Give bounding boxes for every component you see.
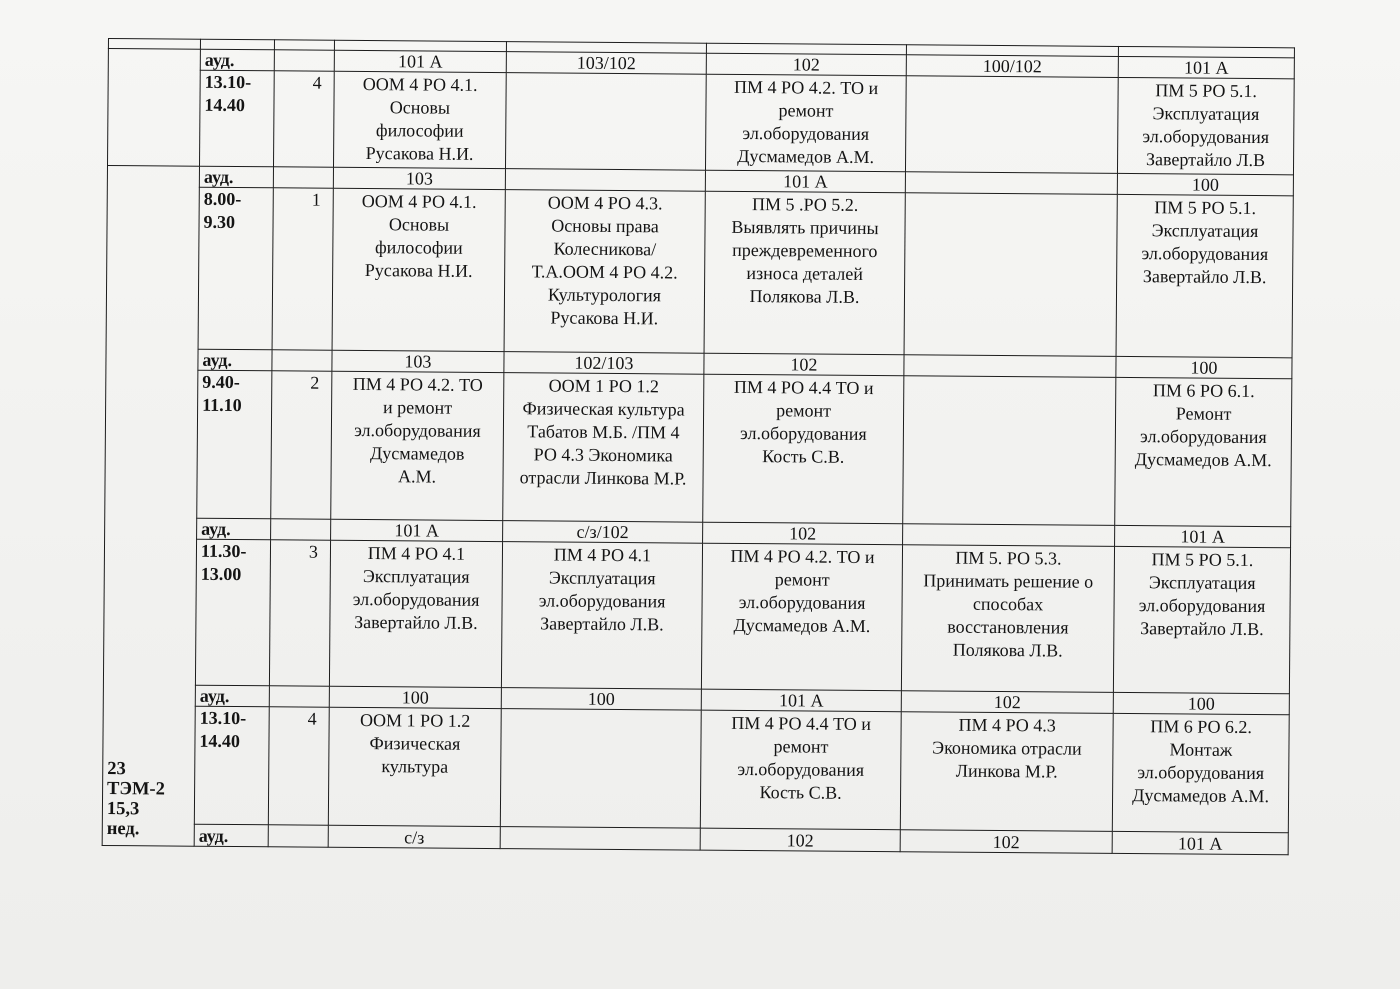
auditorium-cell: 103/102 — [506, 52, 706, 75]
schedule-table — [102, 38, 1295, 855]
auditorium-cell: 100 — [1116, 356, 1292, 378]
subject-cell: ПМ 4 РО 4.3 Экономика отрасли Линкова М.Р. — [900, 712, 1113, 832]
auditorium-cell — [505, 169, 705, 192]
auditorium-cell: 101 А — [334, 50, 506, 72]
auditorium-cell: 103 — [333, 167, 505, 189]
subject-cell: ПМ 5 РО 5.1. Эксплуатация эл.оборудования Завертайло Л.В. — [1113, 546, 1290, 693]
group-column-cell — [108, 39, 200, 50]
blank-cell — [269, 686, 329, 707]
auditorium-cell: 100 — [1117, 173, 1293, 195]
subject-cell: ПМ 4 РО 4.2. ТО и ремонт эл.оборудования Дусмамедов А.М. — [705, 74, 906, 172]
subject-cell: ПМ 4 РО 4.4 ТО и ремонт эл.оборудования Кость С.В. — [700, 710, 901, 830]
subject-cell: ПМ 6 РО 6.2. Монтаж эл.оборудования Дусмамедов А.М. — [1112, 713, 1289, 832]
blank-cell — [274, 40, 334, 50]
schedule-body — [102, 39, 1294, 855]
auditorium-cell — [500, 827, 700, 851]
auditorium-cell: 102 — [901, 691, 1113, 714]
subject-cell: ПМ 5 РО 5.1. Эксплуатация эл.оборудования Завертайло Л.В. — [1116, 194, 1293, 357]
subject-cell: ПМ 4 РО 4.2. ТО и ремонт эл.оборудования Дусмамедов А.М. — [331, 371, 504, 520]
group-cell-top — [107, 49, 200, 167]
lesson-time: 13.10- 14.40 — [194, 706, 269, 825]
auditorium-label: ауд. — [194, 824, 268, 847]
group-label-line1: 23 — [107, 759, 126, 780]
lesson-time: 13.10- 14.40 — [199, 70, 274, 167]
auditorium-cell: 100 — [329, 686, 501, 708]
lesson-row — [106, 186, 1293, 357]
group-label-line3: 15,3 — [106, 799, 140, 820]
auditorium-cell: 103 — [332, 350, 504, 372]
auditorium-cell: 102 — [703, 522, 903, 545]
subject-cell: ПМ 4 РО 4.1 Эксплуатация эл.оборудования Завертайло Л.В. — [329, 540, 502, 687]
lesson-row — [103, 538, 1290, 693]
subject-cell: ООМ 4 РО 4.3. Основы права Колесникова/ Т.А.ООМ 4 РО 4.2. Культурология Русакова Н.И. — [504, 190, 705, 354]
auditorium-cell: 102 — [706, 53, 906, 76]
auditorium-cell: 100 — [501, 688, 701, 711]
auditorium-cell — [903, 524, 1115, 547]
auditorium-cell: 101 А — [701, 689, 901, 712]
auditorium-cell: 101 А — [705, 170, 905, 193]
auditorium-cell: с/з — [328, 825, 500, 848]
auditorium-cell: 101 А — [331, 519, 503, 541]
auditorium-cell: 101 А — [1112, 831, 1288, 854]
auditorium-cell: 102/103 — [504, 352, 704, 375]
group-label-line2: ТЭМ-2 — [107, 779, 165, 800]
auditorium-label: ауд. — [195, 685, 269, 707]
group-cell — [102, 166, 199, 847]
lesson-row — [107, 70, 1294, 175]
auditorium-label: ауд. — [199, 166, 273, 188]
auditorium-cell: с/з/102 — [503, 521, 703, 544]
blank-cell — [271, 519, 331, 540]
lesson-row — [102, 705, 1289, 832]
blank-cell — [272, 350, 332, 371]
lesson-time: 9.40- 11.10 — [197, 370, 272, 519]
subject-cell — [903, 376, 1116, 526]
auditorium-cell: 101 А — [1115, 525, 1291, 547]
subject-cell — [904, 193, 1117, 357]
auditorium-cell — [905, 172, 1117, 195]
auditorium-cell: 102 — [700, 828, 900, 852]
auditorium-cell — [904, 355, 1116, 378]
auditorium-cell: 101 А — [1118, 56, 1294, 78]
pair-number: 4 — [273, 71, 334, 167]
subject-cell: ПМ 5 РО 5.1. Эксплуатация эл.оборудования Завертайло Л.В — [1117, 77, 1294, 174]
subject-cell: ПМ 4 РО 4.1 Эксплуатация эл.оборудования Завертайло Л.В. — [501, 542, 702, 690]
subject-cell — [505, 73, 706, 171]
subject-cell: ПМ 4 РО 4.4 ТО и ремонт эл.оборудования Кость С.В. — [703, 374, 904, 524]
auditorium-cell: 100/102 — [906, 55, 1118, 78]
auditorium-label: ауд. — [197, 518, 271, 540]
subject-cell — [500, 709, 701, 829]
lesson-row — [105, 369, 1292, 526]
subject-cell — [905, 76, 1118, 174]
subject-cell: ПМ 6 РО 6.1. Ремонт эл.оборудования Дусмамедов А.М. — [1115, 377, 1292, 526]
blank-cell — [268, 825, 328, 847]
pair-number: 4 — [268, 707, 329, 825]
subject-cell: ООМ 4 РО 4.1. Основы философии Русакова Н.И. — [333, 71, 506, 168]
subject-cell: ООМ 1 РО 1.2 Физическая культура Табатов М.Б. /ПМ 4 РО 4.3 Экономика отрасли Линкова М.Р. — [503, 373, 704, 523]
pair-number: 2 — [271, 371, 332, 519]
auditorium-cell: 100 — [1113, 692, 1289, 714]
subject-cell: ПМ 4 РО 4.2. ТО и ремонт эл.оборудования Дусмамедов А.М. — [701, 543, 902, 691]
blank-cell — [274, 50, 334, 71]
subject-cell: ПМ 5. РО 5.3. Принимать решение о способах восстановления Полякова Л.В. — [901, 545, 1114, 693]
blank-cell — [200, 39, 274, 50]
auditorium-label: ауд. — [200, 49, 274, 71]
lesson-time: 8.00- 9.30 — [198, 187, 273, 350]
group-label-line4: нед. — [106, 819, 140, 840]
subject-cell: ООМ 4 РО 4.1. Основы философии Русакова Н.И. — [332, 188, 505, 351]
pair-number: 3 — [269, 540, 330, 686]
auditorium-cell: 102 — [900, 830, 1112, 854]
pair-number: 1 — [272, 188, 333, 350]
subject-cell: ПМ 5 .РО 5.2. Выявлять причины преждевременного износа деталей Полякова Л.В. — [704, 191, 905, 355]
auditorium-label: ауд. — [198, 349, 272, 371]
lesson-time: 11.30- 13.00 — [195, 539, 270, 686]
subject-cell: ООМ 1 РО 1.2 Физическая культура — [328, 707, 501, 826]
auditorium-cell: 102 — [704, 353, 904, 376]
blank-cell — [273, 167, 333, 188]
